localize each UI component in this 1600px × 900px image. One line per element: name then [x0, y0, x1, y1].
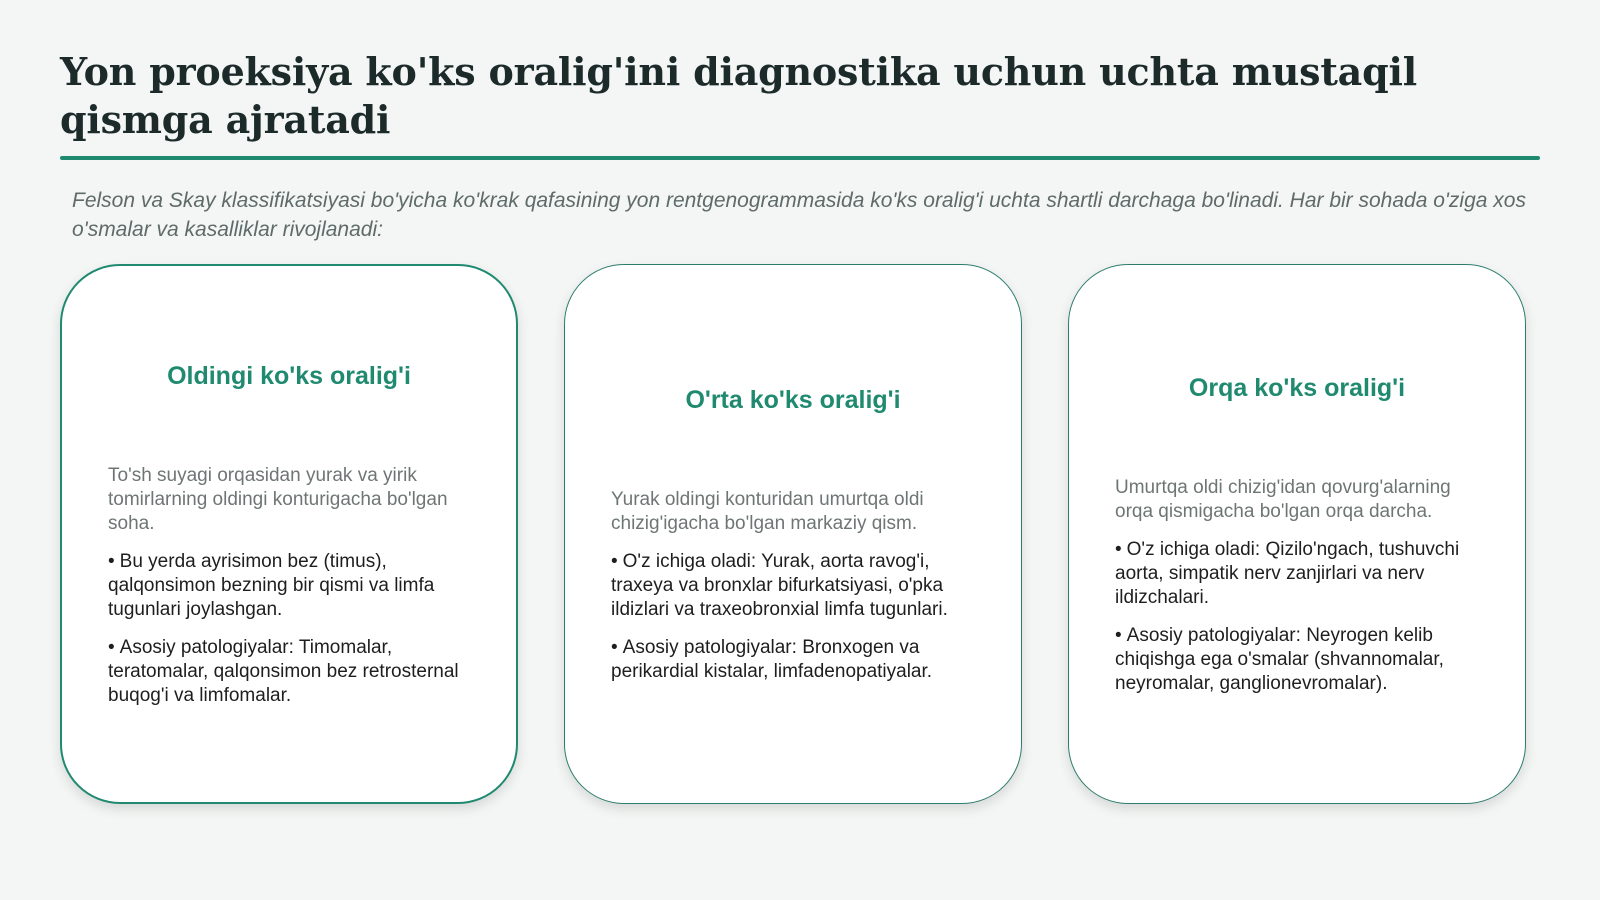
card-posterior-mediastinum [1068, 264, 1526, 804]
card-description: To'sh suyagi orqasidan yurak va yirik tomirlarning oldingi konturigacha bo'lgan soha. [108, 465, 448, 534]
title-divider [60, 156, 1540, 160]
card-description: Umurtqa oldi chizig'idan qovurg'alarning orqa qismigacha bo'lgan orqa darcha. [1115, 477, 1451, 522]
card-description: Yurak oldingi konturidan umurtqa oldi chizig'igacha bo'lgan markaziy qism. [611, 489, 924, 534]
slide-title: Yon proeksiya ko'ks oralig'ini diagnostika uchun uchta mustaqil qismga ajratadi [60, 49, 1417, 142]
card-bullet [611, 636, 975, 684]
card-bullet-text: O'z ichiga oladi: Qizilo'ngach, tushuvchi aorta, simpatik nerv zanjirlari va nerv ildizchalari. [1115, 539, 1460, 608]
card-bullet-text: Bu yerda ayrisimon bez (timus), qalqonsimon bezning bir qismi va limfa tugunlari joylashgan. [108, 551, 435, 620]
bullet-dot-icon: • [108, 637, 115, 658]
card-title: Orqa ko'ks oralig'i [1188, 374, 1406, 402]
card-title: O'rta ko'ks oralig'i [685, 386, 901, 414]
card-anterior-mediastinum [60, 264, 518, 804]
intro-text: Felson va Skay klassifikatsiyasi bo'yicha ko'krak qafasining yon rentgenogrammasida ko'ks oralig'i uchta shartli darchaga bo'linadi. Har bir sohada o'ziga xos o'smalar va kasalliklar rivojlanadi: [72, 189, 1526, 241]
card-bullet-text: O'z ichiga oladi: Yurak, aorta ravog'i, traxeya va bronxlar bifurkatsiyasi, o'pka ildizlari va traxeobronxial limfa tugunlari. [611, 551, 948, 620]
bullet-dot-icon: • [611, 637, 618, 658]
bullet-dot-icon: • [1115, 625, 1122, 646]
card-bullet [108, 550, 470, 622]
card-bullet [1115, 538, 1479, 610]
card-bullet [1115, 624, 1479, 696]
bullet-dot-icon: • [1115, 539, 1122, 560]
card-bullet [108, 636, 470, 708]
card-bullet-text: Asosiy patologiyalar: Bronxogen va perikardial kistalar, limfadenopatiyalar. [611, 637, 933, 682]
card-bullet-text: Asosiy patologiyalar: Neyrogen kelib chiqishga ega o'smalar (shvannomalar, neyromalar, ganglionevromalar). [1115, 625, 1444, 694]
bullet-dot-icon: • [611, 551, 618, 572]
bullet-dot-icon: • [108, 551, 115, 572]
card-bullet-text: Asosiy patologiyalar: Timomalar, teratomalar, qalqonsimon bez retrosternal buqog'i va limfomalar. [108, 637, 459, 706]
card-bullet [611, 550, 975, 622]
card-middle-mediastinum [564, 264, 1022, 804]
card-title: Oldingi ko'ks oralig'i [167, 362, 411, 390]
